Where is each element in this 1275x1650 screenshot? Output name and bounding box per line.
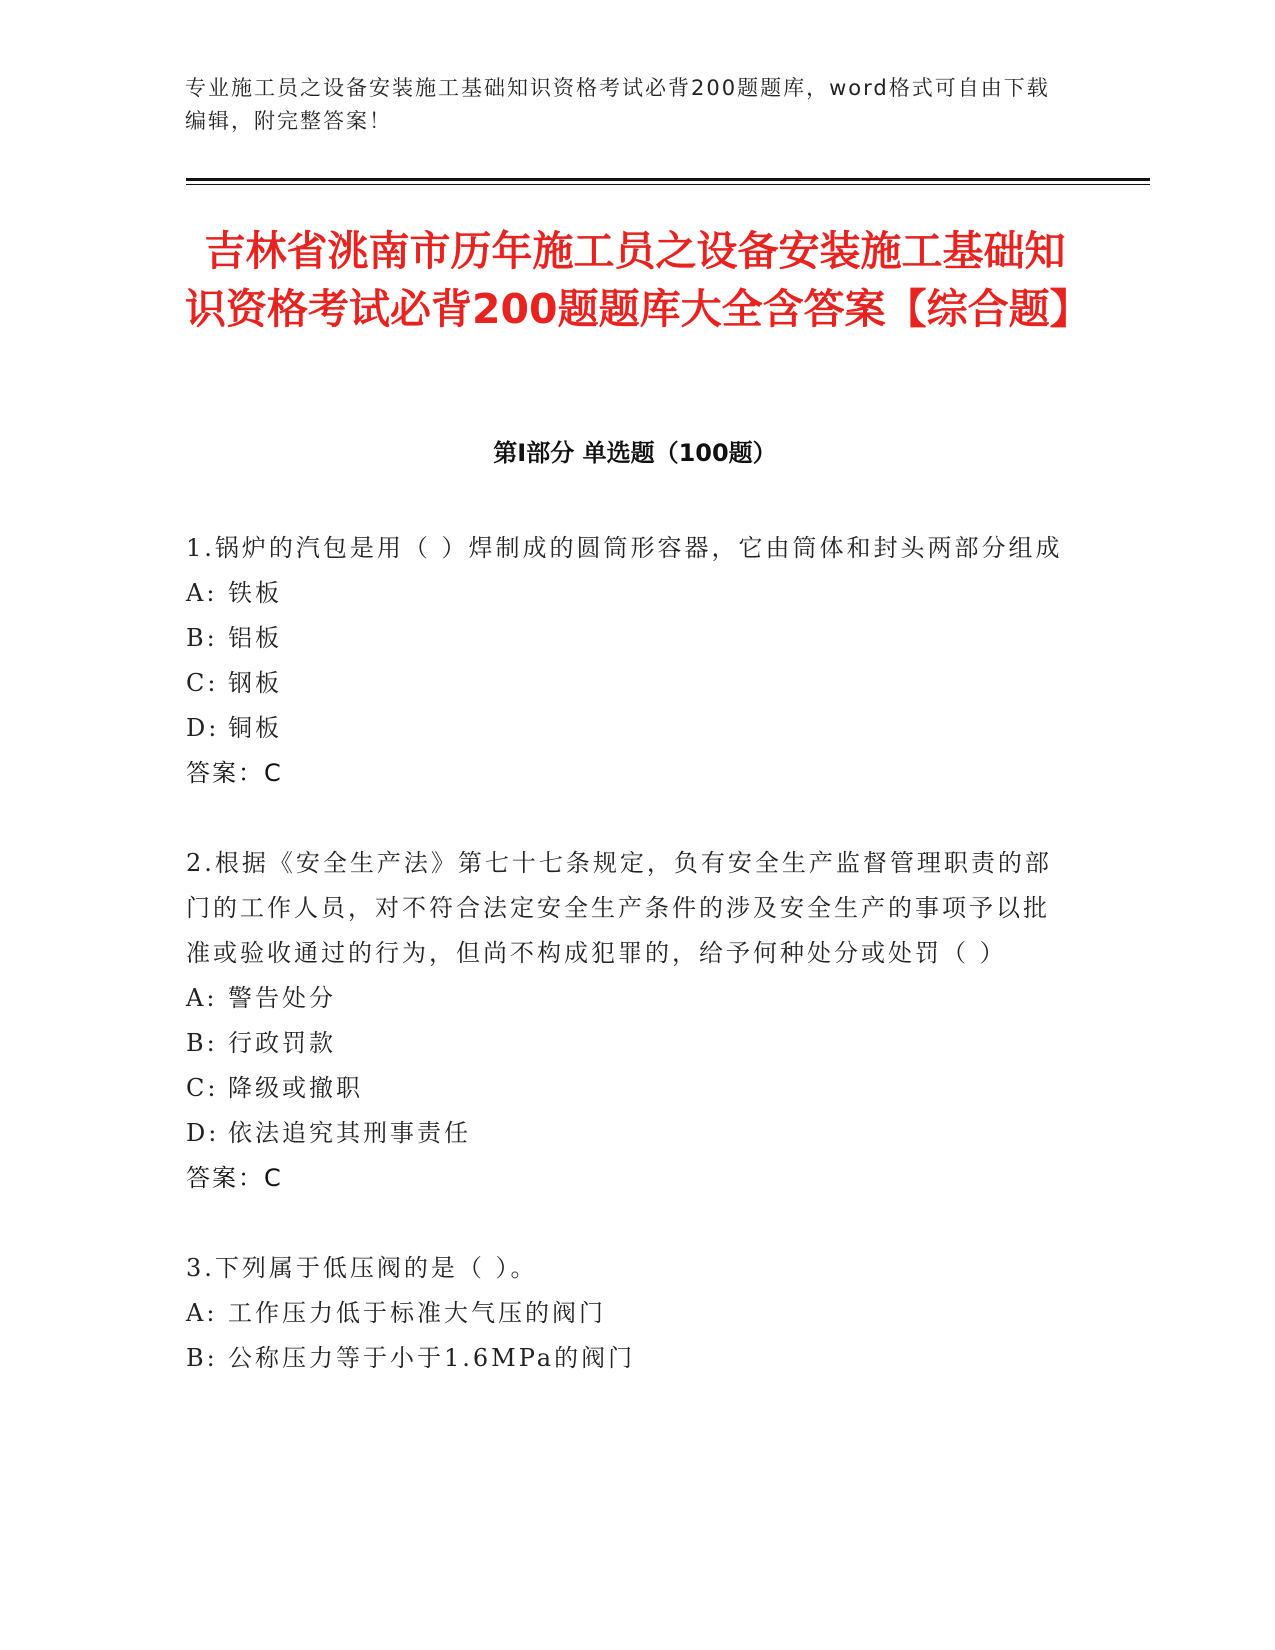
question-list xyxy=(186,526,1066,1426)
option-text: 降级或撤职 xyxy=(228,1074,363,1102)
question-text: 3.下列属于低压阀的是（ ）。 xyxy=(186,1254,538,1282)
question-3 xyxy=(186,1246,1066,1381)
option-d xyxy=(186,706,1066,751)
option-c xyxy=(186,661,1066,706)
question-2 xyxy=(186,841,1066,1201)
option-c xyxy=(186,1066,1066,1111)
document-title: 吉林省洮南市历年施工员之设备安装施工基础知识资格考试必背200题题库大全含答案【综合题】 xyxy=(185,227,1091,333)
option-a xyxy=(186,976,1066,1021)
option-text: 行政罚款 xyxy=(228,1029,336,1057)
header-note: 专业施工员之设备安装施工基础知识资格考试必背200题题库，word格式可自由下载编辑，附完整答案！ xyxy=(185,76,1050,133)
header-divider-thin xyxy=(186,184,1150,185)
option-letter: B: xyxy=(186,624,218,652)
question-text: 1.锅炉的汽包是用（ ）焊制成的圆筒形容器，它由筒体和封头两部分组成 xyxy=(186,534,1063,562)
option-b xyxy=(186,1021,1066,1066)
section-heading: 第I部分 单选题（100题） xyxy=(493,439,777,467)
option-a xyxy=(186,1291,1066,1336)
answer-line: 答案：C xyxy=(186,759,283,787)
option-letter: B: xyxy=(186,1344,218,1372)
option-letter: D: xyxy=(186,714,220,742)
option-letter: C: xyxy=(186,669,219,697)
option-text: 铝板 xyxy=(228,624,282,652)
option-text: 依法追究其刑事责任 xyxy=(228,1119,471,1147)
option-text: 铜板 xyxy=(228,714,282,742)
option-text: 铁板 xyxy=(228,579,282,607)
option-b xyxy=(186,616,1066,661)
option-text: 工作压力低于标准大气压的阀门 xyxy=(228,1299,606,1327)
option-letter: D: xyxy=(186,1119,220,1147)
option-letter: A: xyxy=(186,984,218,1012)
option-d xyxy=(186,1111,1066,1156)
option-letter: C: xyxy=(186,1074,219,1102)
option-text: 公称压力等于小于1.6MPa的阀门 xyxy=(228,1344,636,1372)
option-letter: B: xyxy=(186,1029,218,1057)
question-1 xyxy=(186,526,1066,796)
option-text: 警告处分 xyxy=(228,984,336,1012)
option-text: 钢板 xyxy=(228,669,282,697)
option-b xyxy=(186,1336,1066,1381)
option-letter: A: xyxy=(186,579,218,607)
answer-line: 答案：C xyxy=(186,1164,283,1192)
question-text: 2.根据《安全生产法》第七十七条规定，负有安全生产监督管理职责的部门的工作人员，对不符合法定安全生产条件的涉及安全生产的事项予以批准或验收通过的行为，但尚不构成犯罪的，给予何种处分或处罚（ ） xyxy=(186,849,1052,967)
header-divider-thick xyxy=(186,178,1150,181)
option-letter: A: xyxy=(186,1299,218,1327)
option-a xyxy=(186,571,1066,616)
